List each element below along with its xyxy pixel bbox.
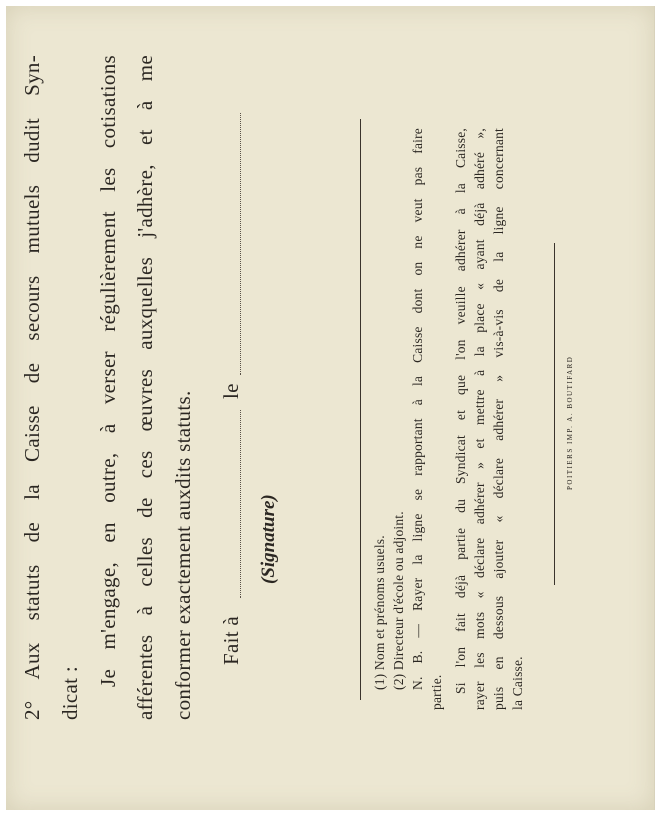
paper-sheet: [6, 6, 655, 810]
footnote-2: (2) Directeur d'école ou adjoint.: [391, 511, 406, 690]
item-2-line-1: 2° Aux statuts de la Caisse de secours mutuels dudit Syn-: [20, 55, 44, 720]
item-2-line-2: dicat :: [58, 666, 82, 720]
place-dotted-line: [240, 410, 241, 598]
printer-imprint: POITIERS IMP. A. BOUTIFARD: [566, 355, 574, 490]
info-line-4: la Caisse.: [510, 656, 525, 710]
date-dotted-line: [240, 113, 241, 375]
info-line-3: puis en dessous ajouter « déclare adhérer » vis-à-vis de la ligne concernant: [491, 128, 506, 710]
bleed-through-handwriting: ​: [566, 66, 624, 69]
nb-line-1: N. B. — Rayer la ligne se rapportant à la Caisse dont on ne veut pas faire: [410, 128, 425, 690]
engage-line-2: afférentes à celles de ces œuvres auxquelles j'adhère, et à me: [133, 55, 157, 720]
nb-line-2: partie.: [429, 674, 444, 710]
signature-label: (Signature): [258, 494, 279, 584]
engage-line-3: conformer exactement auxdits statuts.: [171, 390, 195, 720]
rotated-form-content: [6, 6, 654, 810]
info-line-2: rayer les mots « déclare adhérer » et mettre à la place « ayant déjà adhéré »,: [472, 128, 487, 710]
footnote-1: (1) Nom et prénoms usuels.: [372, 535, 387, 690]
imprint-rule: [554, 243, 555, 585]
separator-line: [360, 119, 361, 700]
le-label: le: [219, 383, 243, 399]
info-line-1: Si l'on fait déjà partie du Syndicat et que l'on veuille adhérer à la Caisse,: [453, 128, 468, 694]
engage-line-1: Je m'engage, en outre, à verser régulièrement les cotisations: [96, 55, 120, 687]
fait-a-label: Fait à: [219, 615, 243, 665]
